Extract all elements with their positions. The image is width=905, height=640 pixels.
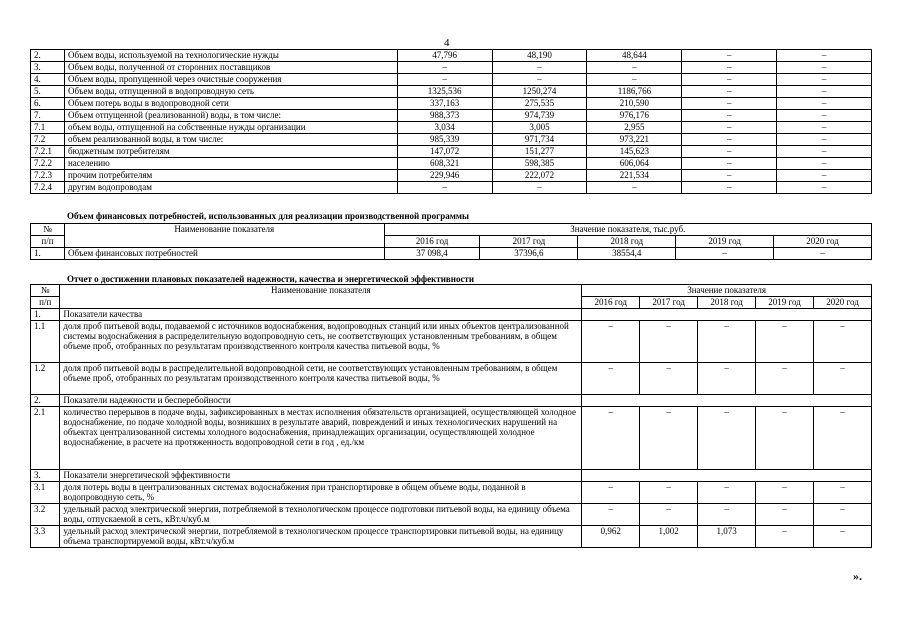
row-value: 221,534 <box>587 170 682 182</box>
finance-year: 2017 год <box>480 236 578 248</box>
row-value: – <box>777 50 872 62</box>
row-value: – <box>774 248 872 260</box>
row-value: 608,321 <box>397 158 492 170</box>
table-row <box>31 248 872 260</box>
row-value: – <box>587 182 682 194</box>
row-value: – <box>582 407 640 470</box>
row-name: Объем воды, пропущенной через очистные сооружения <box>64 74 397 86</box>
row-name: удельный расход электрической энергии, потребляемой в технологическом процессе подготовки питьевой воды, на единицу объема воды, отпускаемой в сеть, кВт.ч/куб.м <box>60 504 582 526</box>
row-value: – <box>397 74 492 86</box>
row-value: 275,535 <box>492 98 587 110</box>
finance-caption: Объем финансовых потребностей, использованных для реализации производственной программы <box>67 211 470 221</box>
row-value: – <box>397 62 492 74</box>
row-value: 598,385 <box>492 158 587 170</box>
row-value: – <box>698 504 756 526</box>
row-value: – <box>682 122 777 134</box>
row-value: 38554,4 <box>578 248 676 260</box>
row-value: – <box>682 182 777 194</box>
row-number: 4. <box>31 74 65 86</box>
row-value: 2,955 <box>587 122 682 134</box>
empty-cell <box>582 309 872 321</box>
row-number: 7.2.3 <box>31 170 65 182</box>
row-value: – <box>587 62 682 74</box>
report-col-no: № <box>31 285 60 297</box>
report-col-no2: п/п <box>31 297 60 309</box>
row-value: 48,644 <box>587 50 682 62</box>
row-value: 1,073 <box>698 526 756 548</box>
row-value: – <box>777 86 872 98</box>
row-value: – <box>777 62 872 74</box>
row-value: – <box>814 321 872 363</box>
report-year: 2018 год <box>698 297 756 309</box>
row-name: объем воды, отпущенной на собственные нужды организации <box>64 122 397 134</box>
row-value: – <box>814 407 872 470</box>
empty-cell <box>582 395 872 407</box>
finance-col-no2: п/п <box>31 236 65 248</box>
row-value: – <box>814 526 872 548</box>
row-value: – <box>682 74 777 86</box>
row-value: – <box>582 363 640 395</box>
row-name: Объем потерь воды в водопроводной сети <box>64 98 397 110</box>
row-number: 7.2 <box>31 134 65 146</box>
finance-table <box>30 223 872 260</box>
row-name: Объем воды, используемой на технологические нужды <box>64 50 397 62</box>
row-number: 7. <box>31 110 65 122</box>
table-row <box>31 395 872 407</box>
row-value: – <box>640 407 698 470</box>
row-name: Объем отпущенной (реализованной) воды, в том числе: <box>64 110 397 122</box>
row-value: – <box>756 321 814 363</box>
row-name: доля потерь воды в централизованных системах водоснабжения при транспортировке в общем объеме воды, поданной в водопроводную сеть, % <box>60 482 582 504</box>
row-name: другим водопроводам <box>64 182 397 194</box>
row-number: 3.1 <box>31 482 60 504</box>
table-row <box>31 134 872 146</box>
row-name: Объем воды, полученной от сторонних поставщиков <box>64 62 397 74</box>
row-value: – <box>640 363 698 395</box>
row-name: прочим потребителям <box>64 170 397 182</box>
row-value: – <box>814 504 872 526</box>
row-number: 7.2.4 <box>31 182 65 194</box>
row-value: 37 098,4 <box>384 248 480 260</box>
row-number: 6. <box>31 98 65 110</box>
row-number: 2. <box>31 50 65 62</box>
row-number: 1.1 <box>31 321 60 363</box>
row-number: 7.2.2 <box>31 158 65 170</box>
table-row <box>31 309 872 321</box>
row-value: 985,339 <box>397 134 492 146</box>
row-name: доля проб питьевой воды, подаваемой с источников водоснабжения, водопроводных станций или иных объектов централизованной системы водоснабжения в распределительную водопроводную сеть, не соответствующих установленным требованиям, в общем объеме проб, отобранных по результатам производственного контроля качества питьевой воды, % <box>60 321 582 363</box>
row-value: 48,190 <box>492 50 587 62</box>
row-value: – <box>777 134 872 146</box>
row-value: – <box>397 182 492 194</box>
row-value: – <box>777 182 872 194</box>
row-name: объем реализованной воды, в том числе: <box>64 134 397 146</box>
row-value: – <box>777 98 872 110</box>
row-value: 1325,536 <box>397 86 492 98</box>
row-name: Объем воды, отпущенной в водопроводную сеть <box>64 86 397 98</box>
empty-cell <box>582 470 872 482</box>
finance-year: 2020 год <box>774 236 872 248</box>
row-value: 3,005 <box>492 122 587 134</box>
table-row <box>31 86 872 98</box>
table-row <box>31 407 872 470</box>
row-number: 1.2 <box>31 363 60 395</box>
row-value: 147,072 <box>397 146 492 158</box>
row-value: – <box>582 504 640 526</box>
row-value: – <box>640 321 698 363</box>
row-number: 1. <box>31 248 65 260</box>
row-value: – <box>587 74 682 86</box>
row-value: 210,590 <box>587 98 682 110</box>
finance-year: 2018 год <box>578 236 676 248</box>
report-year: 2017 год <box>640 297 698 309</box>
row-number: 7.2.1 <box>31 146 65 158</box>
end-mark: ». <box>853 569 862 583</box>
table-row <box>31 74 872 86</box>
row-value: 337,163 <box>397 98 492 110</box>
row-number: 1. <box>31 309 60 321</box>
row-value: – <box>777 110 872 122</box>
row-value: – <box>756 504 814 526</box>
table-row <box>31 98 872 110</box>
row-value: – <box>492 62 587 74</box>
row-name: удельный расход электрической энергии, потребляемой в технологическом процессе транспортировки питьевой воды, на единицу объема транспортируемой воды, кВт.ч/куб.м <box>60 526 582 548</box>
row-value: – <box>777 158 872 170</box>
row-number: 3. <box>31 62 65 74</box>
row-value: – <box>676 248 774 260</box>
row-value: 1,002 <box>640 526 698 548</box>
indicators-table <box>30 284 872 548</box>
row-value: 971,734 <box>492 134 587 146</box>
report-year: 2020 год <box>814 297 872 309</box>
finance-year: 2016 год <box>384 236 480 248</box>
table-row <box>31 122 872 134</box>
row-value: – <box>682 98 777 110</box>
row-value: – <box>756 526 814 548</box>
row-value: – <box>582 321 640 363</box>
table-row <box>31 182 872 194</box>
report-col-value: Значение показателя <box>582 285 872 297</box>
row-value: – <box>682 50 777 62</box>
row-value: 0,962 <box>582 526 640 548</box>
row-name: доля проб питьевой воды в распределительной водопроводной сети, не соответствующих установленным требованиям, в общем объеме проб, отобранных по результатам производственного контроля качества питьевой воды, % <box>60 363 582 395</box>
row-value: – <box>582 482 640 504</box>
row-value: 1250,274 <box>492 86 587 98</box>
table-row <box>31 50 872 62</box>
row-value: – <box>640 482 698 504</box>
page-number: 4 <box>444 37 450 49</box>
row-value: – <box>492 74 587 86</box>
row-value: 37396,6 <box>480 248 578 260</box>
report-caption: Отчет о достижении плановых показателей надежности, качества и энергетической эффективности <box>67 274 475 284</box>
row-value: 222,072 <box>492 170 587 182</box>
table-row <box>31 363 872 395</box>
row-number: 2. <box>31 395 60 407</box>
row-value: – <box>682 170 777 182</box>
row-value: – <box>814 363 872 395</box>
row-value: 1186,766 <box>587 86 682 98</box>
table-row <box>31 482 872 504</box>
table-row <box>31 146 872 158</box>
row-value: – <box>640 504 698 526</box>
row-value: – <box>682 158 777 170</box>
row-value: – <box>698 407 756 470</box>
table-row <box>31 321 872 363</box>
row-value: – <box>814 482 872 504</box>
row-value: – <box>777 146 872 158</box>
row-number: 3.2 <box>31 504 60 526</box>
row-value: 988,373 <box>397 110 492 122</box>
section-heading: Показатели качества <box>60 309 582 321</box>
row-value: 3,034 <box>397 122 492 134</box>
row-value: 976,176 <box>587 110 682 122</box>
table-row <box>31 158 872 170</box>
row-value: – <box>777 74 872 86</box>
row-name: количество перерывов в подаче воды, зафиксированных в местах исполнения обязательств организацией, осуществляющей холодное водоснабжение, по подаче холодной воды, возникших в результате аварий, повреждений и иных технологических нарушений на объектах централизованной системы холодного водоснабжения, принадлежащих организации, осуществляющей холодное водоснабжение, в расчете на протяженность водопроводной сети в год , ед./км <box>60 407 582 470</box>
finance-col-name: Наименование показателя <box>64 224 384 248</box>
section-heading: Показатели надежности и бесперебойности <box>60 395 582 407</box>
row-name: бюджетным потребителям <box>64 146 397 158</box>
row-value: – <box>682 146 777 158</box>
row-value: – <box>682 86 777 98</box>
table-row <box>31 110 872 122</box>
row-number: 5. <box>31 86 65 98</box>
row-value: – <box>492 182 587 194</box>
row-number: 2.1 <box>31 407 60 470</box>
row-value: – <box>756 482 814 504</box>
row-value: – <box>756 363 814 395</box>
row-value: 606,064 <box>587 158 682 170</box>
row-value: – <box>777 122 872 134</box>
table-row <box>31 526 872 548</box>
row-number: 3. <box>31 470 60 482</box>
row-value: 47,796 <box>397 50 492 62</box>
row-value: – <box>698 482 756 504</box>
row-number: 3.3 <box>31 526 60 548</box>
report-year: 2019 год <box>756 297 814 309</box>
row-value: – <box>682 62 777 74</box>
row-value: 145,623 <box>587 146 682 158</box>
finance-col-no: № <box>31 224 65 236</box>
row-value: 973,221 <box>587 134 682 146</box>
row-value: – <box>682 110 777 122</box>
section-heading: Показатели энергетической эффективности <box>60 470 582 482</box>
table-row <box>31 504 872 526</box>
row-value: – <box>777 170 872 182</box>
row-number: 7.1 <box>31 122 65 134</box>
row-value: – <box>682 134 777 146</box>
table-row <box>31 170 872 182</box>
row-value: – <box>756 407 814 470</box>
row-value: – <box>698 321 756 363</box>
row-value: 151,277 <box>492 146 587 158</box>
row-value: – <box>698 363 756 395</box>
finance-col-value: Значение показателя, тыс.руб. <box>384 224 871 236</box>
row-name: Объем финансовых потребностей <box>64 248 384 260</box>
table-row <box>31 470 872 482</box>
report-year: 2016 год <box>582 297 640 309</box>
water-volume-table <box>30 49 872 194</box>
table-row <box>31 62 872 74</box>
report-col-name: Наименование показателя <box>60 285 582 309</box>
row-value: 974,739 <box>492 110 587 122</box>
finance-year: 2019 год <box>676 236 774 248</box>
row-name: населению <box>64 158 397 170</box>
row-value: 229,946 <box>397 170 492 182</box>
